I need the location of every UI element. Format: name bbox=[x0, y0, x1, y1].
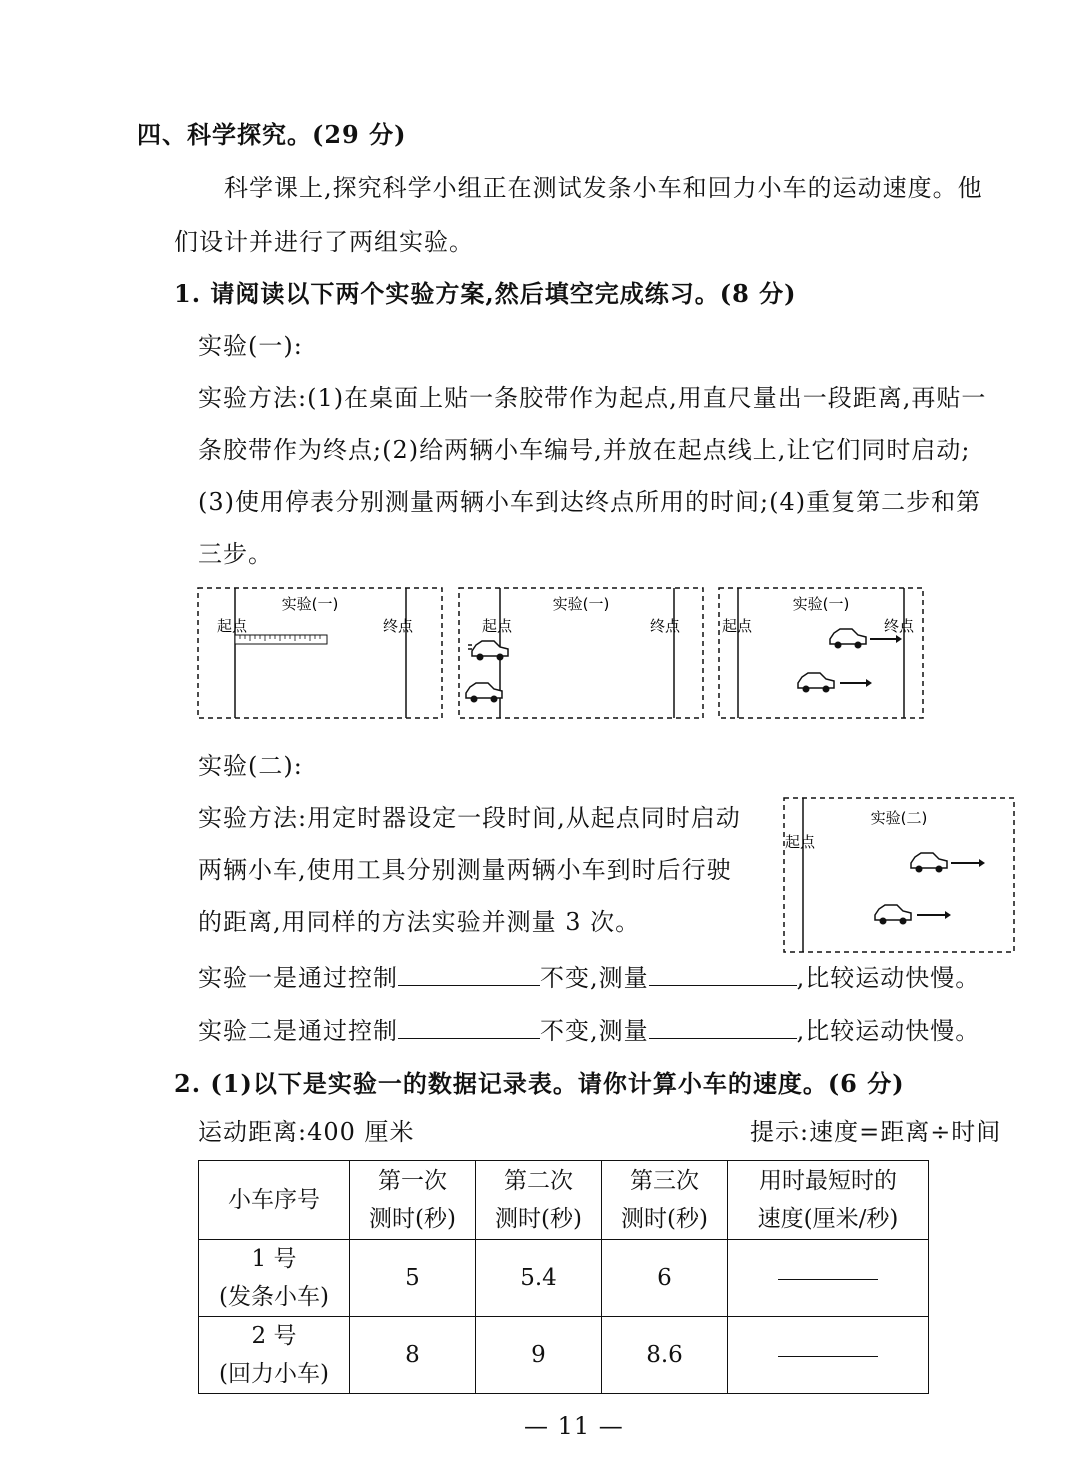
fill-1-c: ,比较运动快慢。 bbox=[796, 964, 981, 992]
header-car-no: 小车序号 bbox=[199, 1161, 350, 1240]
exp2-heading: 实验(二): bbox=[198, 752, 303, 780]
diagram-title: 实验(二) bbox=[870, 809, 928, 827]
time-cell: 8 bbox=[350, 1317, 476, 1394]
header-trial-1: 第一次 测时(秒) bbox=[350, 1161, 476, 1240]
fill-1-blank-1[interactable] bbox=[398, 963, 540, 986]
exp2-diagram bbox=[781, 795, 1017, 955]
header-trial-2: 第二次 测时(秒) bbox=[476, 1161, 602, 1240]
start-label: 起点 bbox=[722, 617, 753, 635]
windup-car-icon bbox=[830, 629, 866, 649]
fill-2-c: ,比较运动快慢。 bbox=[796, 1017, 981, 1045]
section-title: 四、科学探究。(29 分) bbox=[137, 120, 407, 149]
ruler-icon bbox=[235, 635, 327, 644]
time-cell: 5.4 bbox=[476, 1240, 602, 1317]
distance-note: 运动距离:400 厘米 bbox=[198, 1118, 415, 1146]
diagram-title: 实验(一) bbox=[281, 595, 339, 613]
windup-car-icon bbox=[911, 853, 947, 873]
speed-answer-cell[interactable] bbox=[728, 1240, 929, 1317]
start-label: 起点 bbox=[217, 617, 248, 635]
car-cell: 1 号 (发条小车) bbox=[199, 1240, 350, 1317]
exp1-diagram-3 bbox=[716, 585, 926, 721]
start-label: 起点 bbox=[785, 833, 816, 851]
exp2-method-line-1: 实验方法:用定时器设定一段时间,从起点同时启动 bbox=[198, 804, 741, 832]
header-trial-3: 第三次 测时(秒) bbox=[602, 1161, 728, 1240]
fill-1-blank-2[interactable] bbox=[649, 963, 797, 986]
time-cell: 8.6 bbox=[602, 1317, 728, 1394]
end-label: 终点 bbox=[383, 617, 414, 635]
exp1-method-line-1: 实验方法:(1)在桌面上贴一条胶带作为起点,用直尺量出一段距离,再贴一 bbox=[198, 384, 987, 412]
start-label: 起点 bbox=[482, 617, 513, 635]
time-cell: 6 bbox=[602, 1240, 728, 1317]
intro-line-2: 们设计并进行了两组实验。 bbox=[174, 228, 474, 256]
fill-2-b: 不变,测量 bbox=[540, 1017, 649, 1045]
fill-line-2 bbox=[198, 1011, 980, 1046]
arrow-icon bbox=[840, 679, 872, 687]
exp1-diagram-1 bbox=[195, 585, 445, 721]
time-cell: 9 bbox=[476, 1317, 602, 1394]
table-row bbox=[199, 1240, 929, 1317]
table-row bbox=[199, 1317, 929, 1394]
fill-2-blank-2[interactable] bbox=[649, 1016, 797, 1039]
arrow-icon bbox=[951, 859, 985, 867]
page-number: — 11 — bbox=[524, 1412, 624, 1440]
exp1-method-line-4: 三步。 bbox=[198, 540, 273, 568]
header-speed: 用时最短时的 速度(厘米/秒) bbox=[728, 1161, 929, 1240]
diagram-title: 实验(一) bbox=[552, 595, 610, 613]
exp1-method-line-2: 条胶带作为终点;(2)给两辆小车编号,并放在起点线上,让它们同时启动; bbox=[198, 436, 971, 464]
fill-2-a: 实验二是通过控制 bbox=[198, 1017, 398, 1045]
intro-line-1: 科学课上,探究科学小组正在测试发条小车和回力小车的运动速度。他 bbox=[224, 174, 983, 202]
exp1-heading: 实验(一): bbox=[198, 332, 303, 360]
formula-hint: 提示:速度=距离÷时间 bbox=[750, 1118, 1002, 1146]
exp2-method-line-2: 两辆小车,使用工具分别测量两辆小车到时后行驶 bbox=[198, 856, 732, 884]
pullback-car-icon bbox=[875, 905, 911, 925]
windup-car-icon bbox=[468, 641, 508, 661]
exp1-method-line-3: (3)使用停表分别测量两辆小车到达终点所用的时间;(4)重复第二步和第 bbox=[198, 488, 982, 516]
exp2-method-line-3: 的距离,用同样的方法实验并测量 3 次。 bbox=[198, 908, 641, 936]
time-cell: 5 bbox=[350, 1240, 476, 1317]
end-label: 终点 bbox=[650, 617, 681, 635]
arrow-icon bbox=[870, 635, 902, 643]
q1-title: 1. 请阅读以下两个实验方案,然后填空完成练习。(8 分) bbox=[174, 279, 797, 308]
pullback-car-icon bbox=[798, 673, 834, 693]
answer-blank[interactable] bbox=[778, 1279, 878, 1280]
fill-line-1 bbox=[198, 958, 980, 993]
exp1-diagram-2 bbox=[456, 585, 706, 721]
arrow-icon bbox=[917, 911, 951, 919]
table-header-row bbox=[199, 1161, 929, 1240]
data-table bbox=[198, 1160, 929, 1394]
speed-answer-cell[interactable] bbox=[728, 1317, 929, 1394]
fill-1-b: 不变,测量 bbox=[540, 964, 649, 992]
end-label: 终点 bbox=[884, 617, 915, 635]
q2-title: 2. (1)以下是实验一的数据记录表。请你计算小车的速度。(6 分) bbox=[174, 1069, 905, 1098]
fill-1-a: 实验一是通过控制 bbox=[198, 964, 398, 992]
diagram-title: 实验(一) bbox=[792, 595, 850, 613]
pullback-car-icon bbox=[466, 683, 502, 703]
answer-blank[interactable] bbox=[778, 1356, 878, 1357]
car-cell: 2 号 (回力小车) bbox=[199, 1317, 350, 1394]
fill-2-blank-1[interactable] bbox=[398, 1016, 540, 1039]
